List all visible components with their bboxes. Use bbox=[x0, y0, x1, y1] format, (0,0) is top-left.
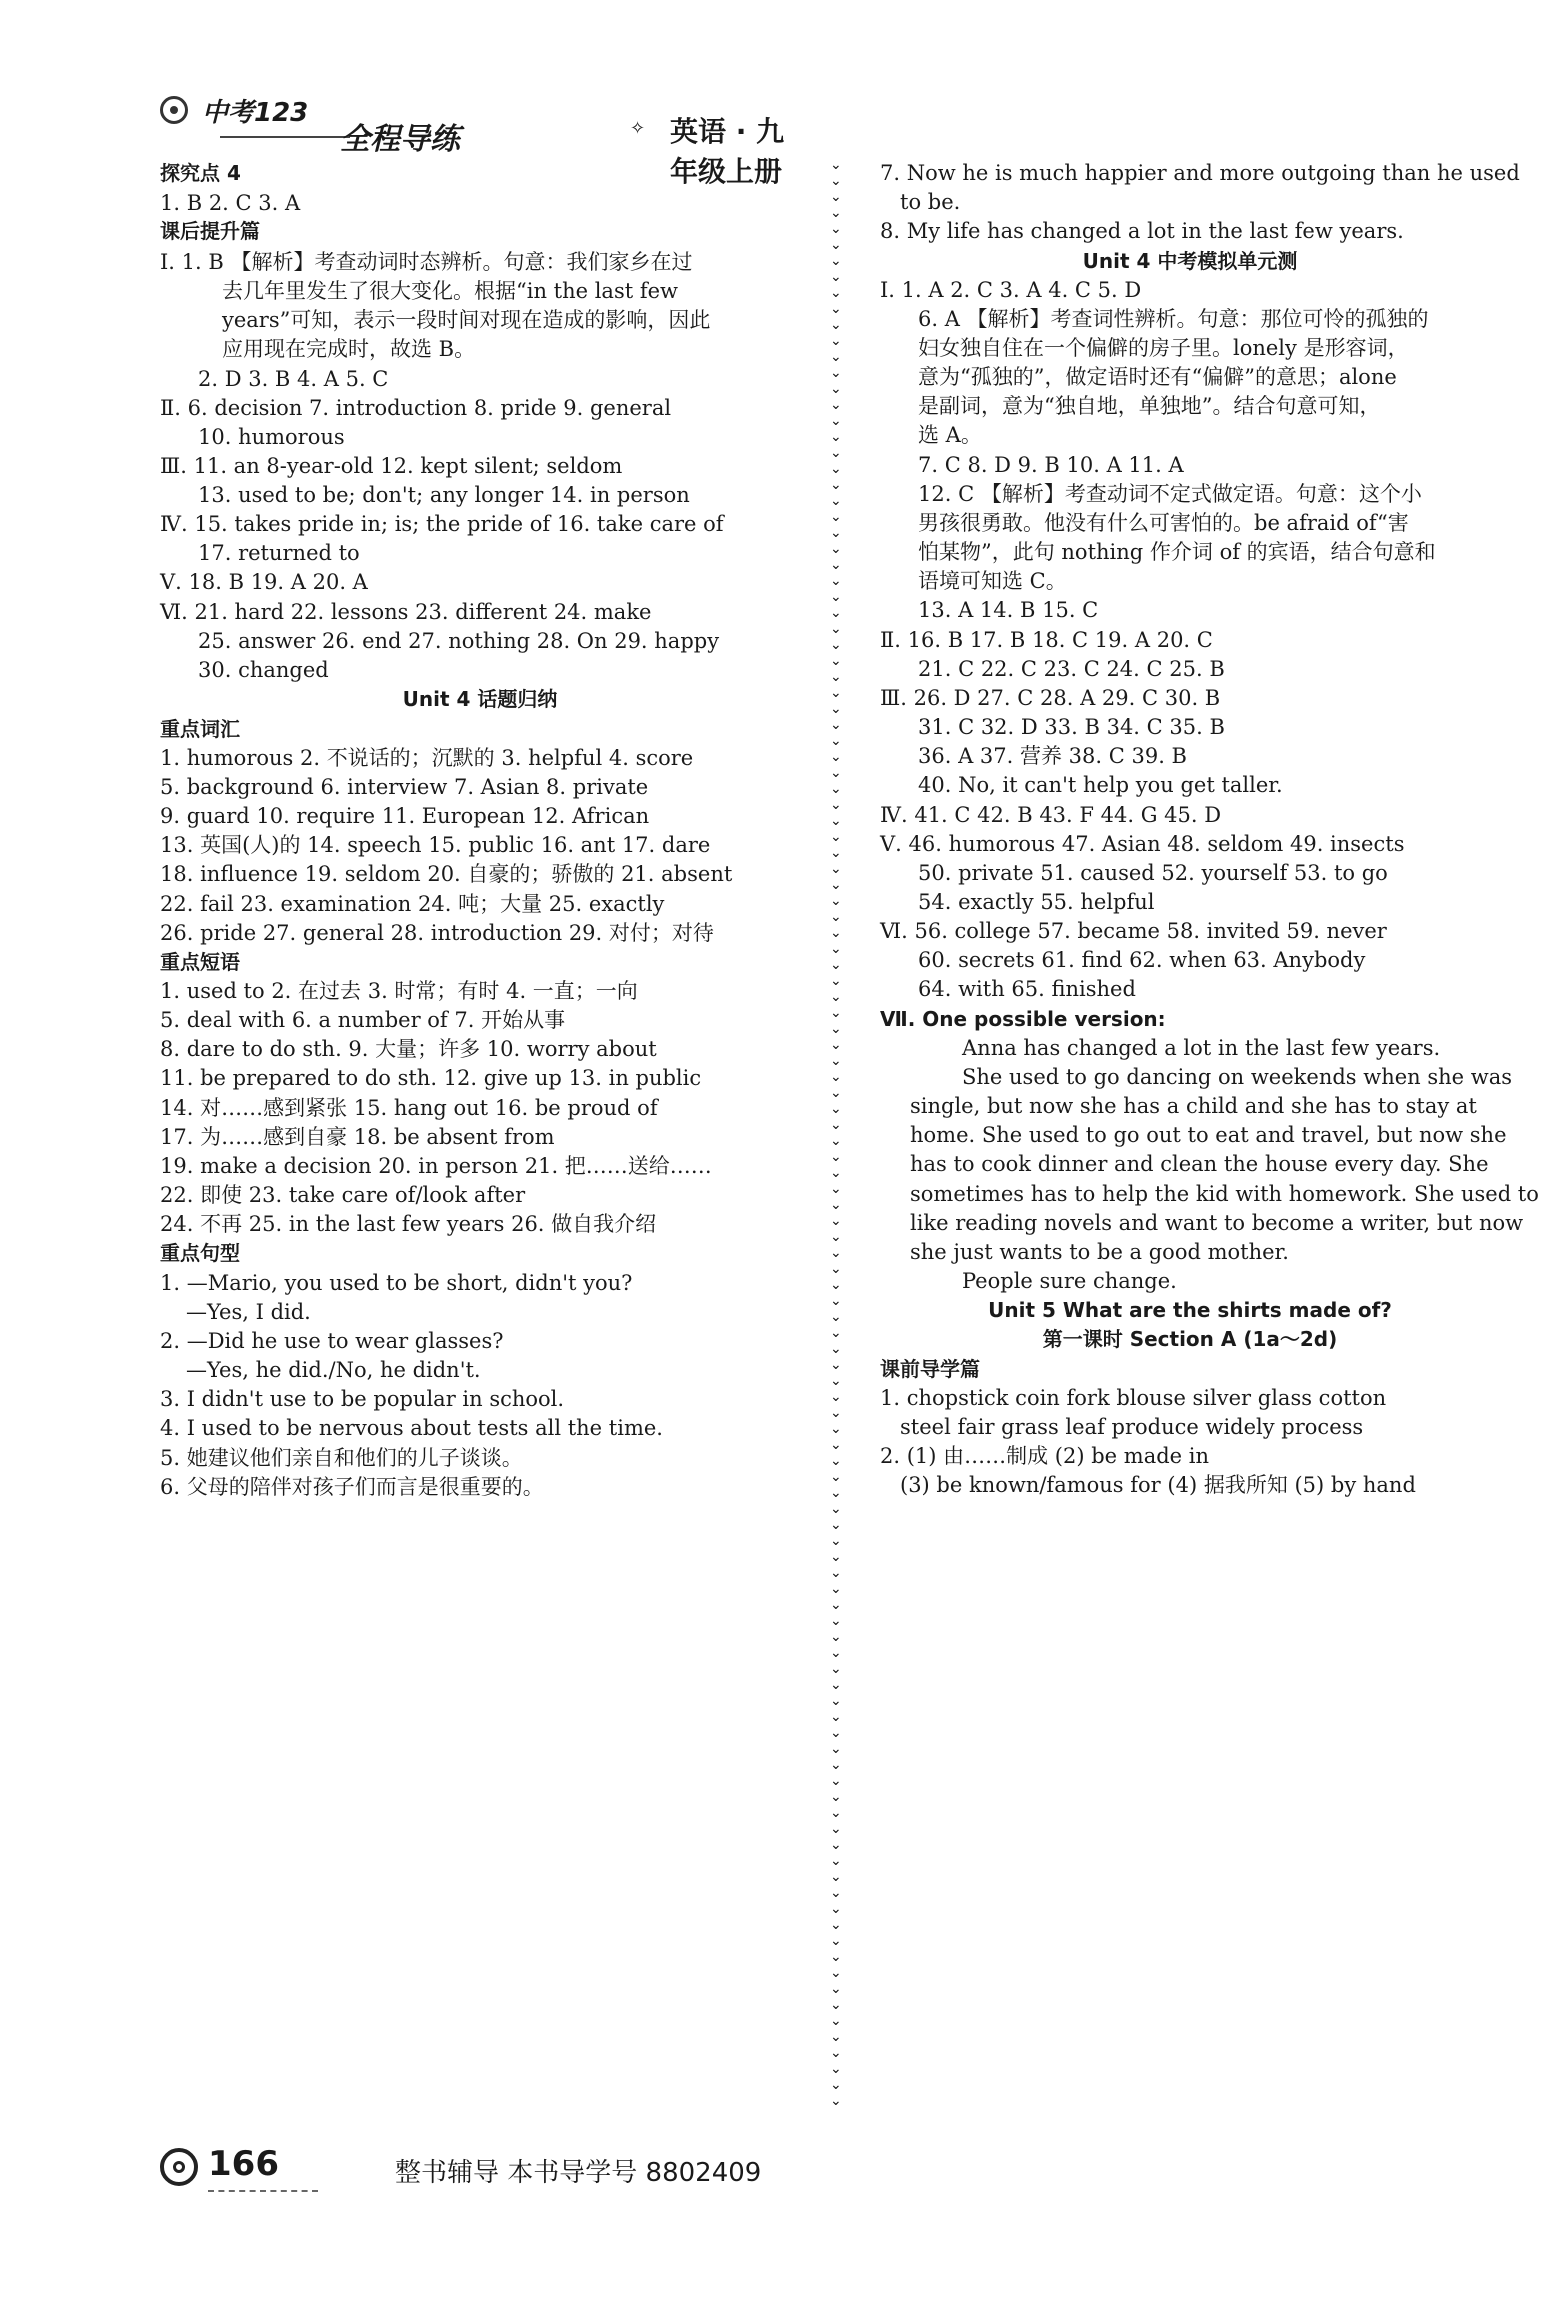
essay-line: sometimes has to help the kid with homework. She used to bbox=[910, 1182, 1539, 1206]
answer-line: 40. No, it can't help you get taller. bbox=[918, 773, 1283, 797]
chevron-down-icon: ⌄ bbox=[830, 893, 842, 909]
chevron-down-icon: ⌄ bbox=[830, 733, 842, 749]
chevron-down-icon: ⌄ bbox=[830, 173, 842, 189]
answer-line: 5. background 6. interview 7. Asian 8. private bbox=[160, 775, 649, 799]
chevron-down-icon: ⌄ bbox=[830, 557, 842, 573]
answer-line: 妇女独自住在一个偏僻的房子里。lonely 是形容词， bbox=[918, 336, 1409, 360]
essay-line: People sure change. bbox=[962, 1269, 1177, 1293]
answer-line: 36. A 37. 营养 38. C 39. B bbox=[918, 744, 1187, 768]
chevron-down-icon: ⌄ bbox=[830, 1565, 842, 1581]
chevron-down-icon: ⌄ bbox=[830, 573, 842, 589]
answer-line: 4. I used to be nervous about tests all the time. bbox=[160, 1416, 663, 1440]
answer-line: 26. pride 27. general 28. introduction 29. 对付；对待 bbox=[160, 921, 714, 945]
chevron-down-icon: ⌄ bbox=[830, 1853, 842, 1869]
answer-line: 1. used to 2. 在过去 3. 时常；有时 4. 一直；一向 bbox=[160, 979, 638, 1003]
answer-line: 17. 为……感到自豪 18. be absent from bbox=[160, 1125, 555, 1149]
chevron-down-icon: ⌄ bbox=[830, 1677, 842, 1693]
chevron-down-icon: ⌄ bbox=[830, 1613, 842, 1629]
chevron-down-icon: ⌄ bbox=[830, 1261, 842, 1277]
answer-line: 7. Now he is much happier and more outgoing than he used bbox=[880, 161, 1520, 185]
answer-line: 25. answer 26. end 27. nothing 28. On 29. happy bbox=[198, 629, 720, 653]
chevron-down-icon: ⌄ bbox=[830, 365, 842, 381]
chevron-down-icon: ⌄ bbox=[830, 237, 842, 253]
chevron-down-icon: ⌄ bbox=[830, 1357, 842, 1373]
chevron-down-icon: ⌄ bbox=[830, 493, 842, 509]
chevron-down-icon: ⌄ bbox=[830, 2077, 842, 2093]
answer-line: 意为“孤独的”，做定语时还有“偏僻”的意思；alone bbox=[918, 365, 1397, 389]
answer-line: 19. make a decision 20. in person 21. 把……送给…… bbox=[160, 1154, 712, 1178]
answer-line: 24. 不再 25. in the last few years 26. 做自我介绍 bbox=[160, 1212, 657, 1236]
chevron-down-icon: ⌄ bbox=[830, 989, 842, 1005]
chevron-down-icon: ⌄ bbox=[830, 1501, 842, 1517]
answer-line: 1. humorous 2. 不说话的；沉默的 3. helpful 4. score bbox=[160, 746, 694, 770]
chevron-down-icon: ⌄ bbox=[830, 429, 842, 445]
chevron-down-icon: ⌄ bbox=[830, 1917, 842, 1933]
footer-guide-text: 整书辅导 本书导学号 8802409 bbox=[395, 2158, 762, 2188]
chevron-down-icon: ⌄ bbox=[830, 813, 842, 829]
answer-line: Ⅱ. 6. decision 7. introduction 8. pride 9. general bbox=[160, 396, 672, 420]
chevron-down-icon: ⌄ bbox=[830, 1277, 842, 1293]
answer-line: 1. chopstick coin fork blouse silver glass cotton bbox=[880, 1386, 1387, 1410]
chevron-down-icon: ⌄ bbox=[830, 669, 842, 685]
chevron-down-icon: ⌄ bbox=[830, 1165, 842, 1181]
chevron-down-icon: ⌄ bbox=[830, 1197, 842, 1213]
chevron-down-icon: ⌄ bbox=[830, 653, 842, 669]
page-footer bbox=[160, 2140, 1060, 2200]
answer-line: 2. D 3. B 4. A 5. C bbox=[198, 367, 389, 391]
chevron-down-icon: ⌄ bbox=[830, 413, 842, 429]
chevron-down-icon: ⌄ bbox=[830, 1437, 842, 1453]
answer-line: 13. 英国(人)的 14. speech 15. public 16. ant 17. dare bbox=[160, 833, 711, 857]
chevron-down-icon: ⌄ bbox=[830, 1133, 842, 1149]
chevron-down-icon: ⌄ bbox=[830, 157, 842, 173]
chevron-down-icon: ⌄ bbox=[830, 2045, 842, 2061]
chevron-down-icon: ⌄ bbox=[830, 1709, 842, 1725]
answer-line: Ⅱ. 16. B 17. B 18. C 19. A 20. C bbox=[880, 628, 1213, 652]
answer-line: Ⅵ. 56. college 57. became 58. invited 59. never bbox=[880, 919, 1387, 943]
chevron-down-icon: ⌄ bbox=[830, 1245, 842, 1261]
chevron-down-icon: ⌄ bbox=[830, 1021, 842, 1037]
answer-line: 17. returned to bbox=[198, 541, 360, 565]
chevron-down-icon: ⌄ bbox=[830, 1037, 842, 1053]
answer-line: 22. fail 23. examination 24. 吨；大量 25. exactly bbox=[160, 892, 665, 916]
answer-line: 18. influence 19. seldom 20. 自豪的；骄傲的 21. absent bbox=[160, 862, 733, 886]
unit-heading: Unit 4 中考模拟单元测 bbox=[1082, 249, 1298, 273]
chevron-down-icon: ⌄ bbox=[830, 1309, 842, 1325]
chevron-down-icon: ⌄ bbox=[830, 269, 842, 285]
answer-line: 6. A 【解析】考查词性辨析。句意：那位可怜的孤独的 bbox=[918, 307, 1429, 331]
chevron-down-icon: ⌄ bbox=[830, 589, 842, 605]
chevron-down-icon: ⌄ bbox=[830, 1581, 842, 1597]
chevron-down-icon: ⌄ bbox=[830, 1405, 842, 1421]
answer-line: Ⅵ. 21. hard 22. lessons 23. different 24. make bbox=[160, 600, 652, 624]
answer-line: Ⅳ. 15. takes pride in; is; the pride of 16. take care of bbox=[160, 512, 724, 536]
chevron-down-icon: ⌄ bbox=[830, 1341, 842, 1357]
chevron-down-icon: ⌄ bbox=[830, 509, 842, 525]
chevron-down-icon: ⌄ bbox=[830, 1821, 842, 1837]
footer-rule bbox=[208, 2190, 318, 2192]
chevron-down-icon: ⌄ bbox=[830, 1453, 842, 1469]
chevron-down-icon: ⌄ bbox=[830, 189, 842, 205]
answer-line: 60. secrets 61. find 62. when 63. Anybody bbox=[918, 948, 1366, 972]
chevron-down-icon: ⌄ bbox=[830, 781, 842, 797]
chevron-down-icon: ⌄ bbox=[830, 349, 842, 365]
essay-line: Anna has changed a lot in the last few years. bbox=[962, 1036, 1441, 1060]
chevron-down-icon: ⌄ bbox=[830, 525, 842, 541]
chevron-down-icon: ⌄ bbox=[830, 1421, 842, 1437]
answer-line: 去几年里发生了很大变化。根据“in the last few bbox=[222, 279, 679, 303]
essay-line: has to cook dinner and clean the house every day. She bbox=[910, 1152, 1489, 1176]
answer-line: 男孩很勇敢。他没有什么可害怕的。be afraid of“害 bbox=[918, 511, 1409, 535]
chevron-down-icon: ⌄ bbox=[830, 1693, 842, 1709]
chevron-down-icon: ⌄ bbox=[830, 621, 842, 637]
answer-line: —Yes, he did./No, he didn't. bbox=[186, 1358, 481, 1382]
chevron-down-icon: ⌄ bbox=[830, 1533, 842, 1549]
answer-line: (3) be known/famous for (4) 据我所知 (5) by hand bbox=[900, 1473, 1416, 1497]
answer-line: 5. deal with 6. a number of 7. 开始从事 bbox=[160, 1008, 566, 1032]
answer-line: 语境可知选 C。 bbox=[918, 569, 1067, 593]
answer-line: 应用现在完成时，故选 B。 bbox=[222, 337, 476, 361]
answer-line: Ⅴ. 18. B 19. A 20. A bbox=[160, 570, 368, 594]
answer-line: steel fair grass leaf produce widely process bbox=[900, 1415, 1364, 1439]
essay-heading: Ⅶ. One possible version: bbox=[880, 1007, 1166, 1031]
section-heading: 重点短语 bbox=[160, 950, 240, 974]
sparkle-icon: ✧ bbox=[630, 118, 646, 139]
chevron-down-icon: ⌄ bbox=[830, 1789, 842, 1805]
chevron-down-icon: ⌄ bbox=[830, 1325, 842, 1341]
chevron-down-icon: ⌄ bbox=[830, 301, 842, 317]
chevron-down-icon: ⌄ bbox=[830, 1981, 842, 1997]
answer-line: 1. —Mario, you used to be short, didn't you? bbox=[160, 1271, 633, 1295]
chevron-down-icon: ⌄ bbox=[830, 1005, 842, 1021]
answer-line: Ⅰ. 1. A 2. C 3. A 4. C 5. D bbox=[880, 278, 1142, 302]
answer-line: 30. changed bbox=[198, 658, 329, 682]
chevron-down-icon: ⌄ bbox=[830, 941, 842, 957]
answer-line: Ⅲ. 26. D 27. C 28. A 29. C 30. B bbox=[880, 686, 1221, 710]
chevron-down-icon: ⌄ bbox=[830, 861, 842, 877]
chevron-down-icon: ⌄ bbox=[830, 2029, 842, 2045]
answer-line: years”可知，表示一段时间对现在造成的影响，因此 bbox=[222, 308, 711, 332]
answer-line: 8. dare to do sth. 9. 大量；许多 10. worry about bbox=[160, 1037, 657, 1061]
section-heading: 课前导学篇 bbox=[880, 1357, 980, 1381]
page-number-icon bbox=[160, 2148, 198, 2186]
chevron-down-icon: ⌄ bbox=[830, 205, 842, 221]
chevron-down-icon: ⌄ bbox=[830, 1053, 842, 1069]
chevron-down-icon: ⌄ bbox=[830, 221, 842, 237]
answer-line: 64. with 65. finished bbox=[918, 977, 1136, 1001]
lesson-heading: 第一课时 Section A (1a～2d) bbox=[1042, 1327, 1338, 1351]
chevron-down-icon: ⌄ bbox=[830, 1101, 842, 1117]
section-heading: 课后提升篇 bbox=[160, 219, 260, 243]
chevron-down-icon: ⌄ bbox=[830, 1901, 842, 1917]
chevron-down-icon: ⌄ bbox=[830, 701, 842, 717]
section-heading: 重点词汇 bbox=[160, 717, 240, 741]
chevron-down-icon: ⌄ bbox=[830, 1661, 842, 1677]
chevron-down-icon: ⌄ bbox=[830, 605, 842, 621]
chevron-down-icon: ⌄ bbox=[830, 1965, 842, 1981]
chevron-down-icon: ⌄ bbox=[830, 925, 842, 941]
chevron-down-icon: ⌄ bbox=[830, 829, 842, 845]
answer-line: 1. B 2. C 3. A bbox=[160, 191, 301, 215]
chevron-down-icon: ⌄ bbox=[830, 397, 842, 413]
chevron-down-icon: ⌄ bbox=[830, 253, 842, 269]
chevron-down-icon: ⌄ bbox=[830, 1725, 842, 1741]
chevron-down-icon: ⌄ bbox=[830, 1773, 842, 1789]
chevron-down-icon: ⌄ bbox=[830, 685, 842, 701]
chevron-down-icon: ⌄ bbox=[830, 1837, 842, 1853]
essay-line: like reading novels and want to become a writer, but now bbox=[910, 1211, 1524, 1235]
chevron-down-icon: ⌄ bbox=[830, 1069, 842, 1085]
answer-line: 3. I didn't use to be popular in school. bbox=[160, 1387, 565, 1411]
essay-line: She used to go dancing on weekends when she was bbox=[962, 1065, 1513, 1089]
answer-line: 2. —Did he use to wear glasses? bbox=[160, 1329, 504, 1353]
chevron-down-icon: ⌄ bbox=[830, 1213, 842, 1229]
chevron-down-icon: ⌄ bbox=[830, 1741, 842, 1757]
chevron-down-icon: ⌄ bbox=[830, 909, 842, 925]
section-heading: 重点句型 bbox=[160, 1241, 240, 1265]
chevron-down-icon: ⌄ bbox=[830, 2093, 842, 2109]
chevron-down-icon: ⌄ bbox=[830, 1869, 842, 1885]
chevron-down-icon: ⌄ bbox=[830, 285, 842, 301]
chevron-down-icon: ⌄ bbox=[830, 749, 842, 765]
brand-logo-icon bbox=[160, 96, 188, 124]
chevron-down-icon: ⌄ bbox=[830, 1293, 842, 1309]
answer-line: 10. humorous bbox=[198, 425, 345, 449]
section-heading: 探究点 4 bbox=[160, 161, 241, 185]
chevron-down-icon: ⌄ bbox=[830, 973, 842, 989]
chevron-down-icon: ⌄ bbox=[830, 637, 842, 653]
answer-line: to be. bbox=[900, 190, 961, 214]
chevron-down-icon: ⌄ bbox=[830, 2061, 842, 2077]
unit-heading: Unit 4 话题归纳 bbox=[402, 687, 558, 711]
header-rule bbox=[220, 136, 350, 138]
chevron-down-icon: ⌄ bbox=[830, 1949, 842, 1965]
chevron-down-icon: ⌄ bbox=[830, 1885, 842, 1901]
brand-name: 中考123 bbox=[202, 98, 309, 128]
chevron-down-icon: ⌄ bbox=[830, 445, 842, 461]
chevron-down-icon: ⌄ bbox=[830, 1933, 842, 1949]
chevron-down-icon: ⌄ bbox=[830, 1485, 842, 1501]
answer-line: 21. C 22. C 23. C 24. C 25. B bbox=[918, 657, 1225, 681]
chevron-down-icon: ⌄ bbox=[830, 1597, 842, 1613]
chevron-down-icon: ⌄ bbox=[830, 1629, 842, 1645]
answer-line: 8. My life has changed a lot in the last few years. bbox=[880, 219, 1404, 243]
answer-line: 13. A 14. B 15. C bbox=[918, 598, 1099, 622]
essay-line: home. She used to go out to eat and travel, but now she bbox=[910, 1123, 1507, 1147]
answer-line: 9. guard 10. require 11. European 12. African bbox=[160, 804, 650, 828]
answer-line: 31. C 32. D 33. B 34. C 35. B bbox=[918, 715, 1225, 739]
subject-title: 英语 · 九年级上册 bbox=[670, 115, 785, 188]
answer-line: Ⅲ. 11. an 8-year-old 12. kept silent; seldom bbox=[160, 454, 623, 478]
answer-line: 2. (1) 由……制成 (2) be made in bbox=[880, 1444, 1209, 1468]
answer-line: 怕某物”，此句 nothing 作介词 of 的宾语，结合句意和 bbox=[918, 540, 1436, 564]
chevron-down-icon: ⌄ bbox=[830, 317, 842, 333]
chevron-down-icon: ⌄ bbox=[830, 1373, 842, 1389]
chevron-down-icon: ⌄ bbox=[830, 845, 842, 861]
chevron-down-icon: ⌄ bbox=[830, 797, 842, 813]
answer-line: 11. be prepared to do sth. 12. give up 13. in public bbox=[160, 1066, 702, 1090]
column-divider bbox=[822, 158, 852, 2118]
chevron-down-icon: ⌄ bbox=[830, 1389, 842, 1405]
answer-line: Ⅰ. 1. B 【解析】考查动词时态辨析。句意：我们家乡在过 bbox=[160, 250, 693, 274]
chevron-down-icon: ⌄ bbox=[830, 765, 842, 781]
answer-line: —Yes, I did. bbox=[186, 1300, 311, 1324]
answer-line: 12. C 【解析】考查动词不定式做定语。句意：这个小 bbox=[918, 482, 1422, 506]
answer-line: 50. private 51. caused 52. yourself 53. to go bbox=[918, 861, 1388, 885]
unit-heading: Unit 5 What are the shirts made of? bbox=[988, 1298, 1392, 1322]
chevron-down-icon: ⌄ bbox=[830, 1549, 842, 1565]
answer-line: 22. 即使 23. take care of/look after bbox=[160, 1183, 526, 1207]
chevron-down-icon: ⌄ bbox=[830, 1805, 842, 1821]
chevron-down-icon: ⌄ bbox=[830, 1645, 842, 1661]
essay-line: she just wants to be a good mother. bbox=[910, 1240, 1289, 1264]
chevron-down-icon: ⌄ bbox=[830, 1469, 842, 1485]
answer-line: Ⅴ. 46. humorous 47. Asian 48. seldom 49. insects bbox=[880, 832, 1405, 856]
chevron-down-icon: ⌄ bbox=[830, 1517, 842, 1533]
answer-line: 13. used to be; don't; any longer 14. in person bbox=[198, 483, 690, 507]
answer-line: 54. exactly 55. helpful bbox=[918, 890, 1155, 914]
answer-line: 14. 对……感到紧张 15. hang out 16. be proud of bbox=[160, 1096, 658, 1120]
chevron-down-icon: ⌄ bbox=[830, 717, 842, 733]
series-title: 全程导练 bbox=[340, 122, 460, 157]
chevron-down-icon: ⌄ bbox=[830, 957, 842, 973]
chevron-down-icon: ⌄ bbox=[830, 461, 842, 477]
chevron-down-icon: ⌄ bbox=[830, 1085, 842, 1101]
chevron-down-icon: ⌄ bbox=[830, 1117, 842, 1133]
answer-line: 选 A。 bbox=[918, 423, 982, 447]
answer-line: 是副词，意为“独自地，单独地”。结合句意可知， bbox=[918, 394, 1381, 418]
chevron-down-icon: ⌄ bbox=[830, 1757, 842, 1773]
chevron-down-icon: ⌄ bbox=[830, 1997, 842, 2013]
answer-line: 6. 父母的陪伴对孩子们而言是很重要的。 bbox=[160, 1475, 544, 1499]
chevron-down-icon: ⌄ bbox=[830, 477, 842, 493]
chevron-down-icon: ⌄ bbox=[830, 541, 842, 557]
chevron-down-icon: ⌄ bbox=[830, 2013, 842, 2029]
answer-line: 5. 她建议他们亲自和他们的儿子谈谈。 bbox=[160, 1446, 523, 1470]
chevron-down-icon: ⌄ bbox=[830, 333, 842, 349]
essay-line: single, but now she has a child and she has to stay at bbox=[910, 1094, 1477, 1118]
chevron-down-icon: ⌄ bbox=[830, 1181, 842, 1197]
page-number: 166 bbox=[208, 2144, 279, 2184]
chevron-down-icon: ⌄ bbox=[830, 1149, 842, 1165]
answer-line: 7. C 8. D 9. B 10. A 11. A bbox=[918, 453, 1184, 477]
answer-line: Ⅳ. 41. C 42. B 43. F 44. G 45. D bbox=[880, 803, 1222, 827]
chevron-down-icon: ⌄ bbox=[830, 877, 842, 893]
chevron-down-icon: ⌄ bbox=[830, 381, 842, 397]
chevron-down-icon: ⌄ bbox=[830, 1229, 842, 1245]
